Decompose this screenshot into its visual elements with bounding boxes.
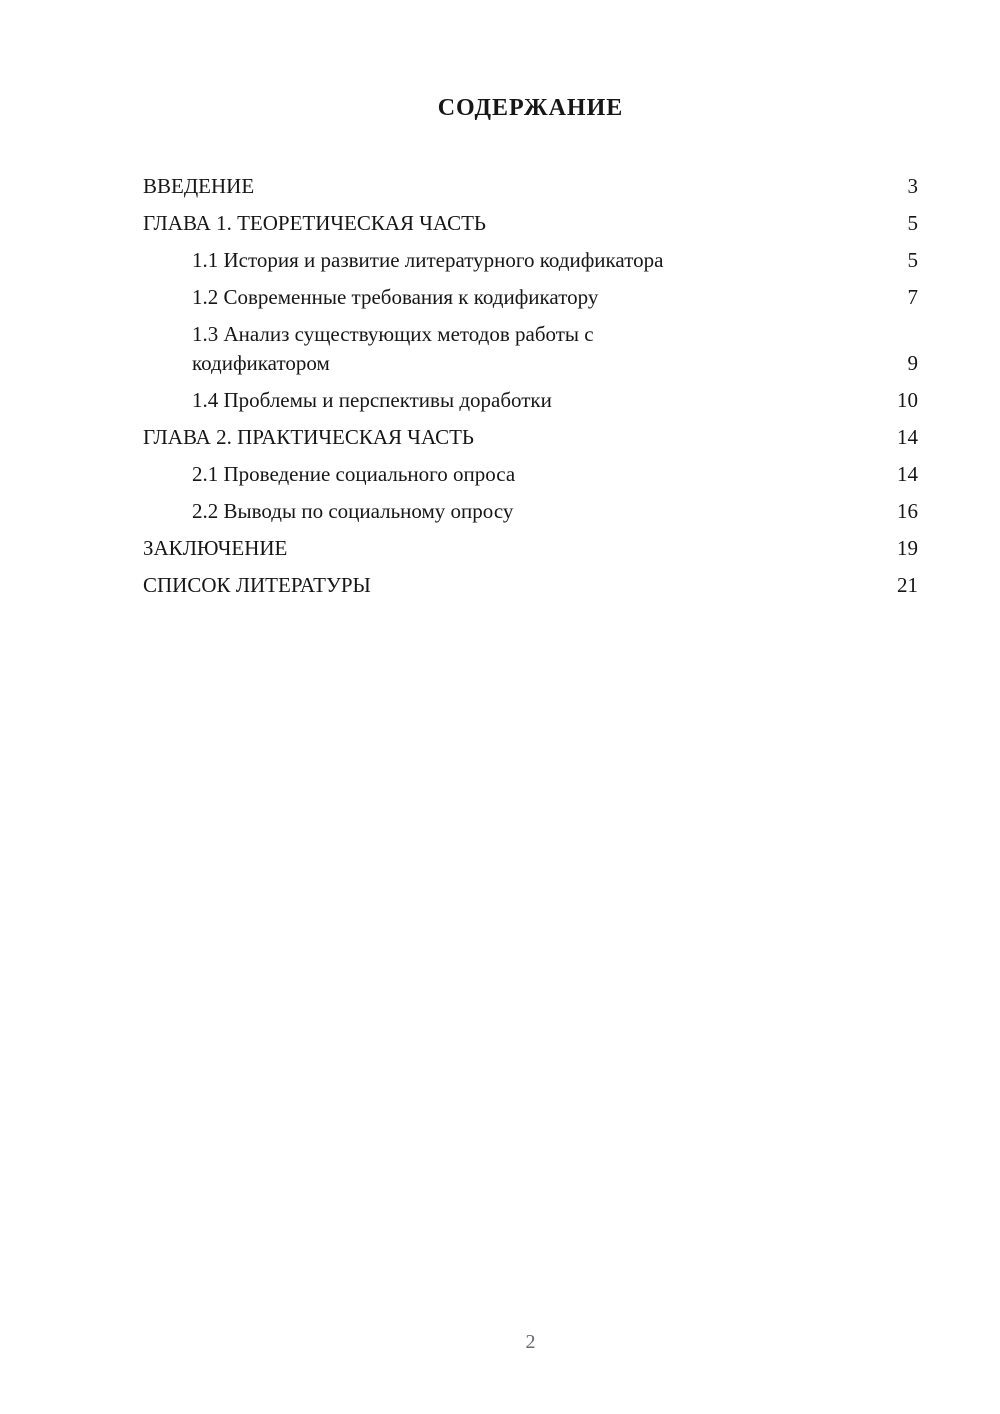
toc-entry-page-number: 9: [907, 351, 918, 375]
toc-entry-label: [143, 497, 878, 526]
toc-entry-label: [143, 246, 878, 275]
toc-entry: [143, 497, 918, 526]
toc-entry-page-number: 7: [907, 285, 918, 309]
toc-entry-page-number: 21: [897, 573, 918, 597]
toc-entry: [143, 534, 918, 563]
toc-entry: [143, 172, 918, 201]
toc-entry-line: СПИСОК ЛИТЕРАТУРЫ: [143, 573, 371, 597]
toc-entry-page-number: 14: [897, 462, 918, 486]
toc-entry: [143, 320, 918, 378]
toc-entry-label: [143, 423, 878, 452]
page-title: СОДЕРЖАНИЕ: [437, 95, 624, 121]
toc-entry-line: ГЛАВА 1. ТЕОРЕТИЧЕСКАЯ ЧАСТЬ: [143, 211, 486, 235]
toc-entry-page-number: 5: [907, 248, 918, 272]
toc-entry: [143, 209, 918, 238]
toc-entry-label: [143, 534, 878, 563]
toc-entry-label: [143, 460, 878, 489]
toc-entry-line: 1.2 Современные требования к кодификатору: [192, 285, 599, 309]
toc-entry: [143, 386, 918, 415]
footer-page-number: 2: [525, 1331, 536, 1353]
toc-entry-line: 1.4 Проблемы и перспективы доработки: [192, 388, 552, 412]
toc-entry: [143, 423, 918, 452]
toc-entry-line: 1.1 История и развитие литературного кодификатора: [192, 248, 664, 272]
toc-content: [143, 95, 918, 608]
toc-entry: [143, 246, 918, 275]
toc-entry-label: [143, 209, 878, 238]
toc-entry-page-number: 3: [907, 174, 918, 198]
toc-entry: [143, 571, 918, 600]
toc-entry-page-number: 10: [897, 388, 918, 412]
toc-entry-line: ВВЕДЕНИЕ: [143, 174, 255, 198]
toc-entry-label: [143, 386, 878, 415]
toc-entry-label: [143, 172, 878, 201]
toc-entry-line: ГЛАВА 2. ПРАКТИЧЕСКАЯ ЧАСТЬ: [143, 425, 474, 449]
toc-entry-label: [143, 283, 878, 312]
toc-entry-page-number: 14: [897, 425, 918, 449]
toc-entry-line: 2.2 Выводы по социальному опросу: [192, 499, 514, 523]
toc-entry-line: 2.1 Проведение социального опроса: [192, 462, 516, 486]
toc-entry: [143, 283, 918, 312]
toc-entry-line: 1.3 Анализ существующих методов работы с: [192, 322, 594, 346]
toc-entry-page-number: 19: [897, 536, 918, 560]
toc-entry-line: ЗАКЛЮЧЕНИЕ: [143, 536, 288, 560]
toc-entry-page-number: 16: [897, 499, 918, 523]
toc-entry: [143, 460, 918, 489]
toc-list: [143, 172, 918, 600]
toc-entry-label: [143, 571, 878, 600]
toc-entry-page-number: 5: [907, 211, 918, 235]
toc-entry-line: кодификатором: [192, 351, 330, 375]
toc-entry-label: [143, 320, 878, 378]
